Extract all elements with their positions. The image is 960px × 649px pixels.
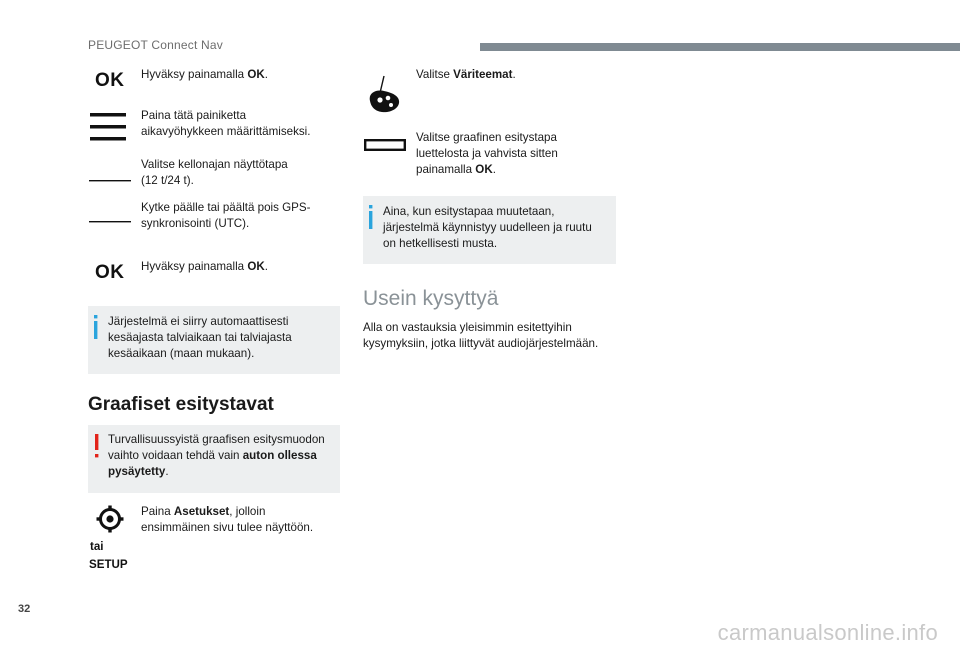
- timezone-instruction-text: Paina tätä painiketta aikavyöhykkeen määrittämiseksi.: [141, 109, 311, 138]
- page-number: 32: [18, 603, 31, 615]
- gps-sync-instruction-text: Kytke päälle tai päältä pois GPS- synkronisointi (UTC).: [141, 201, 311, 230]
- info-icon: [367, 205, 375, 229]
- info-note-text: Järjestelmä ei siirry automaattisesti kesäajasta talviaikaan tai talviajasta kesäaikaan (maan mukaan).: [108, 315, 292, 360]
- faq-title: Usein kysyttyä: [363, 287, 499, 310]
- header-bar: [480, 43, 960, 51]
- warning-note: [88, 425, 340, 493]
- faq-intro-text: Alla on vastauksia yleisimmin esitettyihin kysymyksiin, jotka liittyvät audiojärjestelmään.: [363, 321, 599, 350]
- warning-icon: [93, 434, 101, 458]
- info-note-text: Aina, kun esitystapaa muutetaan, järjestelmä käynnistyy uudelleen ja ruutu on hetkellisesti musta.: [383, 205, 592, 250]
- ok-instruction-text: Hyväksy painamalla OK.: [141, 68, 268, 81]
- clock-format-instruction-text: Valitse kellonajan näyttötapa (12 t/24 t).: [141, 158, 288, 187]
- ok-icon: OK: [95, 70, 125, 91]
- toggle-line-icon: [89, 211, 131, 215]
- toggle-line-icon: [89, 170, 131, 174]
- setup-button-label: SETUP: [89, 558, 128, 571]
- settings-instruction-text: Paina Asetukset, jolloin ensimmäinen sivu tulee näyttöön.: [141, 505, 314, 534]
- section-title: Graafiset esitystavat: [88, 394, 274, 415]
- palette-icon: [366, 75, 402, 115]
- ok-instruction-text: Hyväksy painamalla OK.: [141, 260, 268, 273]
- watermark: carmanualsonline.info: [717, 620, 938, 645]
- list-item-icon: [364, 138, 406, 150]
- menu-icon: [90, 113, 126, 141]
- color-theme-instruction-text: Valitse Väriteemat.: [416, 68, 516, 81]
- info-icon: [92, 315, 100, 339]
- gear-icon: [96, 505, 124, 533]
- warning-note-text: Turvallisuussyistä graafisen esitysmuodon vaihto voidaan tehdä vain auton ollessa pysäytetty.: [108, 433, 325, 478]
- ok-icon: OK: [95, 262, 125, 283]
- graphic-style-instruction-text: Valitse graafinen esitystapa luettelosta ja vahvista sitten painamalla OK.: [416, 131, 558, 176]
- info-note: [88, 306, 340, 374]
- or-label: tai: [90, 540, 104, 553]
- info-note: [363, 196, 616, 264]
- document-header-title: PEUGEOT Connect Nav: [88, 38, 223, 52]
